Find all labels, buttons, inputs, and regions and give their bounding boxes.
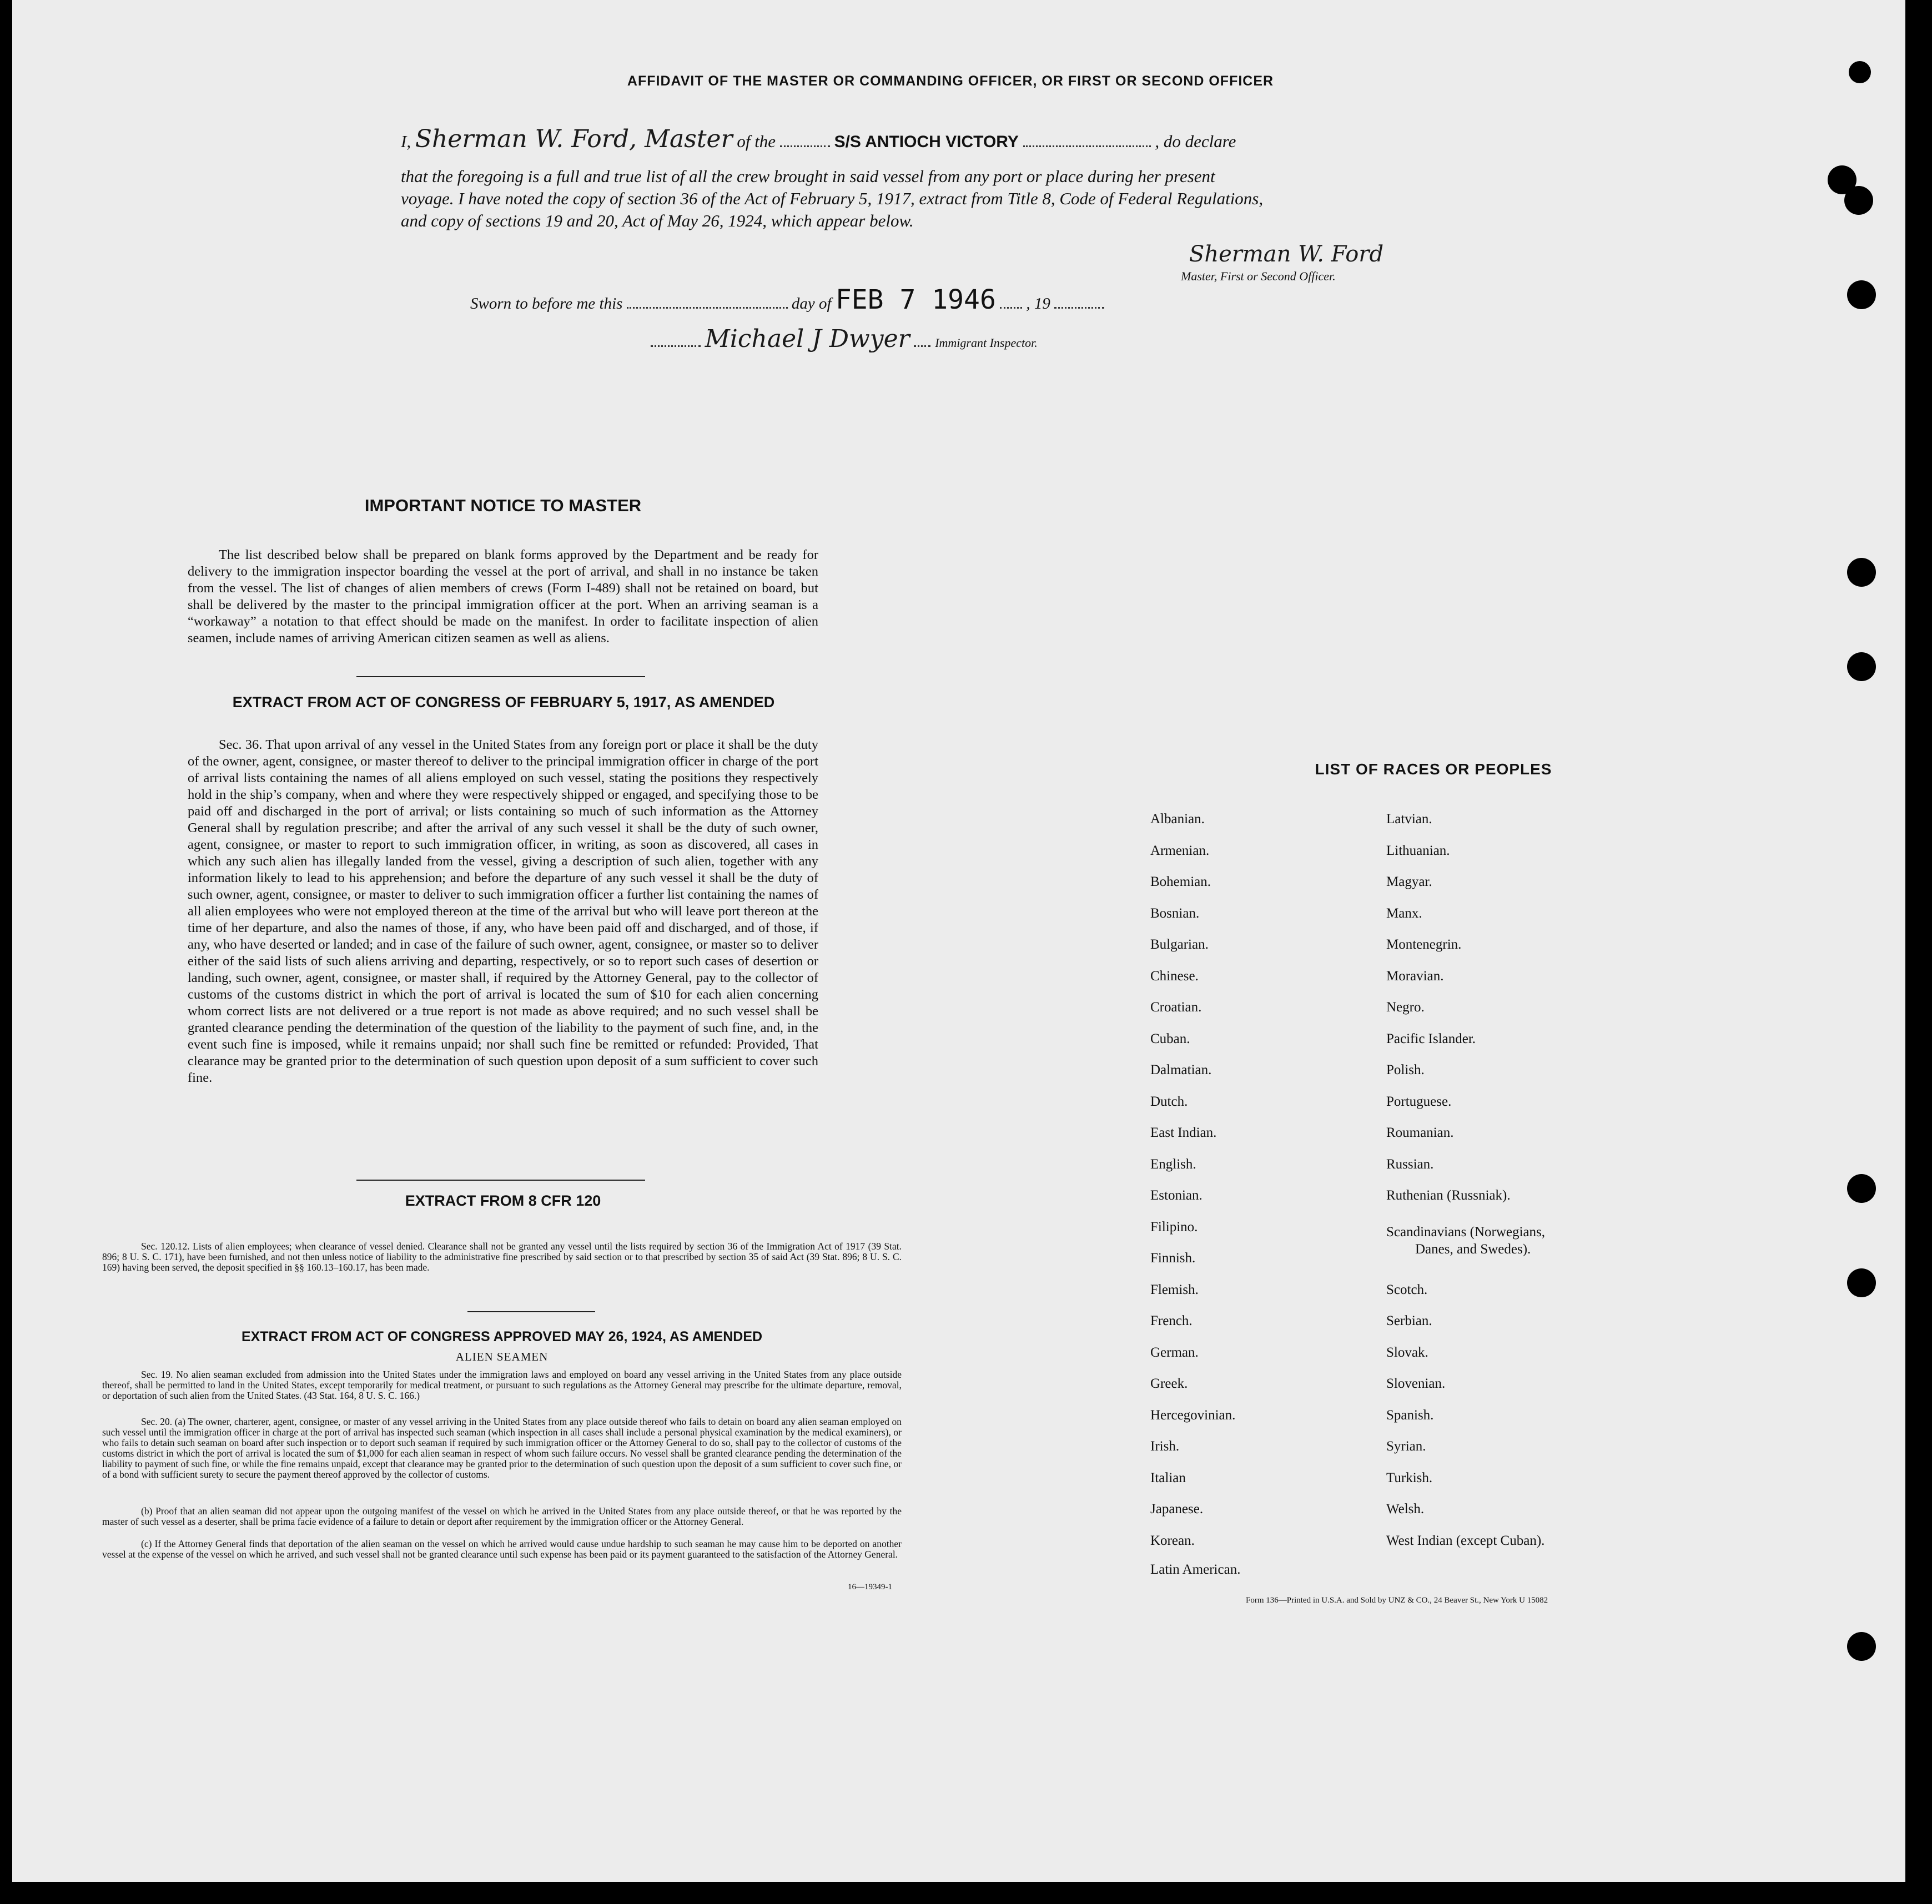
race-item: Bulgarian. xyxy=(1150,937,1209,952)
affidavit-line-2: that the foregoing is a full and true list of all the crew brought in said vessel from any port or place during her present xyxy=(401,167,1215,186)
section-20a: Sec. 20. (a) The owner, charterer, agent, consignee, or master of any vessel arriving in the United States from any place outside thereof who fails to detain on board any alien seaman employed on such vessel until the immigration officer in charge at the port of arrival has inspected such seaman (which inspection in all cases shall include a personal physical examination by the medical examiners), or who fails to detain such seaman on board after such inspection or to deport such seaman if required by such immigration officer or the Attorney General to do so, shall pay to the collector of customs of the customs district in which the port of arrival is located the sum of $1,000 for each alien seaman in respect of whom such failure occurs. No vessel shall be granted clearance pending the determination of the liability to payment of such fine, or while the fine remains unpaid, except that clearance may be granted prior to the determination of such question upon the deposit of a sum sufficient to cover such fine, or of a bond with sufficient surety to secure the payment thereof approved by the collector of customs. xyxy=(102,1416,902,1480)
race-item: East Indian. xyxy=(1150,1125,1217,1140)
officer-signature: Sherman W. Ford xyxy=(1189,241,1384,267)
notice-body: The list described below shall be prepared on blank forms approved by the Department and be ready for delivery to the immigration inspector boarding the vessel at the port of arrival, and shall in no instance be taken from the vessel. The list of changes of alien members of crews (Form I-489) shall not be retained on board, but shall be delivered by the master to the principal immigration officer at the port. When an arriving seaman is a “workaway” a notation to that effect should be made on the manifest. In order to facilitate inspection of alien seamen, include names of arriving American citizen seamen as well as aliens. xyxy=(188,547,818,646)
race-item: Greek. xyxy=(1150,1376,1188,1391)
race-item: Manx. xyxy=(1386,905,1422,921)
race-item: Armenian. xyxy=(1150,843,1210,858)
vessel-name: S/S ANTIOCH VICTORY xyxy=(834,133,1019,151)
date-stamp: FEB 7 1946 xyxy=(835,284,996,315)
race-item: Roumanian. xyxy=(1386,1125,1454,1140)
race-item: Slovenian. xyxy=(1386,1376,1446,1391)
divider xyxy=(356,676,645,677)
punch-hole xyxy=(1847,1174,1876,1203)
section-20c: (c) If the Attorney General finds that deportation of the alien seaman on the vessel on which he arrived would cause undue hardship to such seaman he may cause him to be deported on another vessel at the expense of the vessel on which he arrived, and such vessel shall not be granted clearance until such expense has been paid or its payment guaranteed to the satisfaction of the Attorney General. xyxy=(102,1538,902,1560)
dotted-line xyxy=(651,330,701,347)
dotted-line xyxy=(914,330,930,347)
race-item: Spanish. xyxy=(1386,1407,1434,1423)
race-item: Danes, and Swedes). xyxy=(1415,1241,1531,1257)
race-item: Bosnian. xyxy=(1150,905,1200,921)
document-page xyxy=(12,0,1905,1882)
race-item: Portuguese. xyxy=(1386,1094,1452,1109)
races-title: LIST OF RACES OR PEOPLES xyxy=(1315,760,1552,778)
race-item: Latin American. xyxy=(1150,1562,1241,1577)
punch-hole xyxy=(1847,1268,1876,1297)
officer-signature-block xyxy=(1114,241,1458,267)
race-item: Hercegovinian. xyxy=(1150,1407,1236,1423)
extract-1917-title: EXTRACT FROM ACT OF CONGRESS OF FEBRUARY 5, 1917, AS AMENDED xyxy=(232,694,775,711)
race-item: Polish. xyxy=(1386,1062,1425,1077)
race-item: Italian xyxy=(1150,1470,1186,1485)
punch-hole xyxy=(1844,186,1873,215)
race-item: Montenegrin. xyxy=(1386,937,1462,952)
affidavit-line-3: voyage. I have noted the copy of section 36 of the Act of February 5, 1917, extract from Title 8, Code of Federal Regulations, xyxy=(401,189,1264,208)
race-item: Pacific Islander. xyxy=(1386,1031,1476,1046)
race-item: Negro. xyxy=(1386,1000,1425,1015)
inspector-signature: Michael J Dwyer xyxy=(705,325,910,353)
race-item: Moravian. xyxy=(1386,968,1444,984)
dotted-line xyxy=(1054,291,1104,309)
punch-hole xyxy=(1847,558,1876,587)
race-item: German. xyxy=(1150,1344,1199,1360)
race-item: Filipino. xyxy=(1150,1219,1198,1235)
cfr-body: Sec. 120.12. Lists of alien employees; when clearance of vessel denied. Clearance shall not be granted any vessel until the lists required by section 36 of the Immigration Act of 1917 (39 Stat. 896; 8 U. S. C. 171), have been furnished, and not then unless notice of liability to the administrative fine prescribed by said section or to that prescribed by section 35 of said Act (39 Stat. 896; 8 U. S. C. 169) having been served, the deposit specified in §§ 160.13–160.17, has been made. xyxy=(102,1241,902,1273)
affidavit-prefix: I, xyxy=(401,132,411,151)
dotted-line xyxy=(1023,130,1151,147)
race-item: Korean. xyxy=(1150,1533,1195,1548)
section-19: Sec. 19. No alien seaman excluded from admission into the United States under the immigration laws and employed on board any vessel arriving in the United States from any place outside thereof, shall be permitted to land in the United States, except temporarily for medical treatment, or pursuant to such regulations as the Attorney General may prescribe for the ultimate departure, removal, or deportation of such alien from the United States. (43 Stat. 164, 8 U. S. C. 166.) xyxy=(102,1369,902,1401)
punch-hole xyxy=(1849,61,1871,83)
cfr-title: EXTRACT FROM 8 CFR 120 xyxy=(405,1192,601,1209)
race-item: Lithuanian. xyxy=(1386,843,1450,858)
race-item: Turkish. xyxy=(1386,1470,1433,1485)
race-item: French. xyxy=(1150,1313,1193,1328)
notice-title: IMPORTANT NOTICE TO MASTER xyxy=(364,496,642,515)
race-item: Croatian. xyxy=(1150,1000,1202,1015)
race-item: Irish. xyxy=(1150,1439,1180,1454)
punch-hole xyxy=(1847,280,1876,309)
affidavit-line-1 xyxy=(401,125,1236,153)
year-prefix: , 19 xyxy=(1026,295,1050,313)
race-item: Scandinavians (Norwegians, xyxy=(1386,1224,1546,1240)
affidavit-title: AFFIDAVIT OF THE MASTER OR COMMANDING OFFICER, OR FIRST OR SECOND OFFICER xyxy=(627,73,1274,89)
race-item: Dutch. xyxy=(1150,1094,1188,1109)
affidavit-line-4: and copy of sections 19 and 20, Act of May 26, 1924, which appear below. xyxy=(401,211,914,230)
race-item: Cuban. xyxy=(1150,1031,1190,1046)
race-item: Scotch. xyxy=(1386,1282,1428,1297)
dotted-line xyxy=(627,291,788,309)
race-item: Ruthenian (Russniak). xyxy=(1386,1188,1511,1203)
day-of: day of xyxy=(791,295,832,313)
form-footer: Form 136—Printed in U.S.A. and Sold by UNZ & CO., 24 Beaver St., New York U 15082 xyxy=(1246,1596,1548,1605)
dotted-line xyxy=(1000,291,1022,309)
officer-caption: Master, First or Second Officer. xyxy=(1181,269,1336,283)
race-item: Latvian. xyxy=(1386,812,1432,827)
race-item: Syrian. xyxy=(1386,1439,1426,1454)
race-item: Chinese. xyxy=(1150,968,1199,984)
affidavit-declare: , do declare xyxy=(1155,132,1236,151)
race-item: Estonian. xyxy=(1150,1188,1203,1203)
race-item: Bohemian. xyxy=(1150,874,1211,889)
extract-1924-subtitle: ALIEN SEAMEN xyxy=(455,1350,549,1363)
master-signature: Sherman W. Ford, Master xyxy=(415,125,733,153)
race-item: West Indian (except Cuban). xyxy=(1386,1533,1545,1548)
inspector-caption: Immigrant Inspector. xyxy=(935,336,1038,350)
form-code: 16—19349-1 xyxy=(848,1583,892,1591)
punch-hole xyxy=(1847,652,1876,681)
race-item: Albanian. xyxy=(1150,812,1205,827)
extract-1924-title: EXTRACT FROM ACT OF CONGRESS APPROVED MAY 26, 1924, AS AMENDED xyxy=(241,1329,763,1344)
divider xyxy=(356,1180,645,1181)
divider xyxy=(467,1311,595,1312)
section-20b: (b) Proof that an alien seaman did not appear upon the outgoing manifest of the vessel on which he arrived in the United States from any place outside thereof, or that he was reported by the master of such vessel as a deserter, shall be prima facie evidence of a failure to detain or deport after requirement by the immigration officer or the Attorney General. xyxy=(102,1505,902,1527)
sworn-line xyxy=(470,284,1104,315)
race-item: Japanese. xyxy=(1150,1502,1204,1517)
race-item: Serbian. xyxy=(1386,1313,1432,1328)
affidavit-of-the: of the xyxy=(737,132,776,151)
race-item: Welsh. xyxy=(1386,1502,1425,1517)
race-item: English. xyxy=(1150,1156,1196,1172)
race-item: Magyar. xyxy=(1386,874,1432,889)
extract-1917-body: Sec. 36. That upon arrival of any vessel in the United States from any foreign port or place it shall be the duty of the owner, agent, consignee, or master thereof to deliver to the principal immigration officer in charge of the port of arrival lists containing the names of all aliens employed on such vessel, stating the positions they respectively hold in the ship’s company, when and where they were respectively shipped or engaged, and specifying those to be paid off and discharged in the port of arrival; or lists containing so much of such information as the Attorney General shall by regulation prescribe; and after the arrival of any such vessel it shall be the duty of such owner, agent, consignee, or master to report to such immigration officer, in writing, as soon as discovered, all cases in which any such alien has illegally landed from the vessel, giving a description of such alien, together with any information likely to lead to his apprehension; and before the departure of any such vessel it shall be the duty of such owner, agent, consignee, or master to deliver to such immigration officer a further list containing the names of all alien employees who were not employed thereon at the time of the arrival but who will leave port thereon at the time of her departure, and also the names of those, if any, who have been paid off and discharged, and of those, if any, who have deserted or landed; and in case of the failure of such owner, agent, consignee, or master so to deliver either of the said lists of such aliens arriving and departing, respectively, or so to report such cases of desertion or landing, such owner, agent, consignee, or master shall, if required by the Attorney General, pay to the collector of customs of the customs district in which the port of arrival is located the sum of $10 for each alien concerning whom correct lists are not delivered or a true report is not made as above required; and no such vessel shall be granted clearance pending the determination of the question of the liability to the payment of such fine, and, in the event such fine is imposed, while it remains unpaid; nor shall such fine be remitted or refunded: Provided, That clearance may be granted prior to the determination of such question upon deposit of a sum sufficient to cover such fine. xyxy=(188,737,818,1085)
race-item: Slovak. xyxy=(1386,1344,1428,1360)
race-item: Flemish. xyxy=(1150,1282,1199,1297)
race-item: Dalmatian. xyxy=(1150,1062,1212,1077)
punch-hole xyxy=(1847,1632,1876,1661)
dotted-line xyxy=(780,130,830,147)
inspector-line xyxy=(651,325,1038,353)
race-item: Finnish. xyxy=(1150,1251,1196,1266)
sworn-prefix: Sworn to before me this xyxy=(470,295,623,313)
race-item: Russian. xyxy=(1386,1156,1434,1172)
